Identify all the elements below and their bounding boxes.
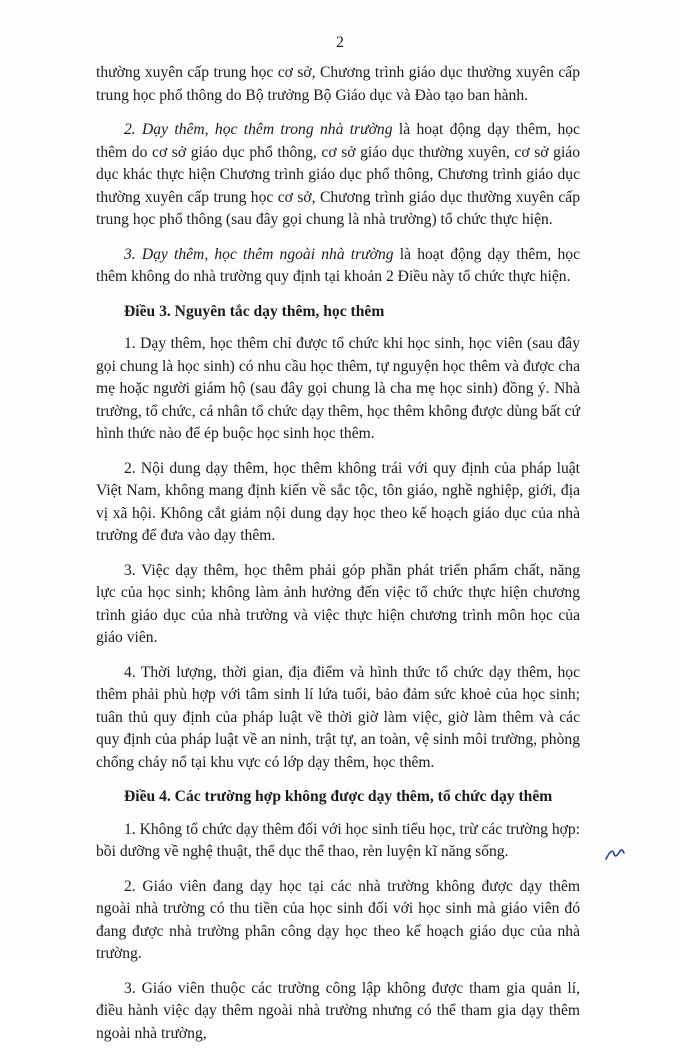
article-3-heading: Điều 3. Nguyên tắc dạy thêm, học thêm: [124, 302, 385, 320]
article-4-item: 3. Giáo viên thuộc các trường công lập không được tham gia quản lí, điều hành việc dạy thêm ngoài nhà trường nhưng có thể tham gia dạy thêm ngoài nhà trường,: [96, 979, 580, 1042]
article-4-item: 1. Không tổ chức dạy thêm đối với học sinh tiểu học, trừ các trường hợp: bồi dưỡng về nghệ thuật, thể dục thể thao, rèn luyện kĩ năng sống.: [96, 820, 580, 860]
paragraph-text: là hoạt động dạy thêm, học thêm không do nhà trường quy định tại khoản 2 Điều này tổ chức thực hiện.: [96, 245, 580, 285]
paragraph-continuation: [96, 62, 580, 107]
article-4-item: 2. Giáo viên đang dạy học tại các nhà trường không được dạy thêm ngoài nhà trường có thu tiền của học sinh đối với học sinh mà giáo viên đó đang được nhà trường phân công dạy học theo kế hoạch giáo dục của nhà trường.: [96, 877, 580, 962]
defined-term: 2. Dạy thêm, học thêm trong nhà trường: [124, 121, 393, 138]
article-3-item: 1. Dạy thêm, học thêm chỉ được tổ chức khi học sinh, học viên (sau đây gọi chung là học sinh) có nhu cầu học thêm, tự nguyện học thêm và được cha mẹ hoặc người giám hộ (sau đây gọi chung là cha mẹ học sinh) đồng ý. Nhà trường, tổ chức, cá nhân tổ chức dạy thêm, học thêm không được dùng bất cứ hình thức nào để ép buộc học sinh học thêm.: [96, 335, 580, 442]
paragraph-clause-2: [96, 119, 580, 232]
paragraph-clause-3: [96, 244, 580, 289]
article-3-item: 3. Việc dạy thêm, học thêm phải góp phần phát triển phẩm chất, năng lực của học sinh; không làm ảnh hưởng đến việc tổ chức thực hiện chương trình giáo dục của nhà trường và việc thực hiện chương trình môn học của giáo viên.: [96, 561, 580, 646]
document-body: [96, 62, 580, 1057]
paragraph-text: thường xuyên cấp trung học cơ sở, Chương trình giáo dục thường xuyên cấp trung học phổ thông do Bộ trưởng Bộ Giáo dục và Đào tạo ban hành.: [96, 64, 580, 104]
paragraph-text: là hoạt động dạy thêm, học thêm do cơ sở giáo dục phổ thông, cơ sở giáo dục thường xuyên, cơ sở giáo dục khác thực hiện Chương trình giáo dục phổ thông, Chương trình giáo dục thường xuyên cấp trung học cơ sở, Chương trình giáo dục thường xuyên cấp trung học phổ thông (sau đây gọi chung là nhà trường) tổ chức thực hiện.: [96, 121, 580, 228]
article-3-item: 4. Thời lượng, thời gian, địa điểm và hình thức tổ chức dạy thêm, học thêm phải phù hợp với tâm sinh lí lứa tuổi, bảo đảm sức khoẻ của học sinh; tuân thủ quy định của pháp luật về thời giờ làm việc, giờ làm thêm và các quy định của pháp luật về an ninh, trật tự, an toàn, vệ sinh môi trường, phòng chống cháy nổ tại khu vực có lớp dạy thêm, học thêm.: [96, 663, 580, 771]
defined-term: 3. Dạy thêm, học thêm ngoài nhà trường: [124, 245, 394, 263]
page-number: 2: [336, 34, 344, 51]
article-3-item: 2. Nội dung dạy thêm, học thêm không trái với quy định của pháp luật Việt Nam, không mang định kiến về sắc tộc, tôn giáo, nghề nghiệp, giới, địa vị xã hội. Không cắt giảm nội dung dạy học theo kế hoạch giáo dục của nhà trường để đưa vào dạy thêm.: [96, 459, 580, 544]
initial-mark-icon: [604, 845, 626, 863]
article-4-heading: Điều 4. Các trường hợp không được dạy thêm, tổ chức dạy thêm: [124, 788, 553, 805]
